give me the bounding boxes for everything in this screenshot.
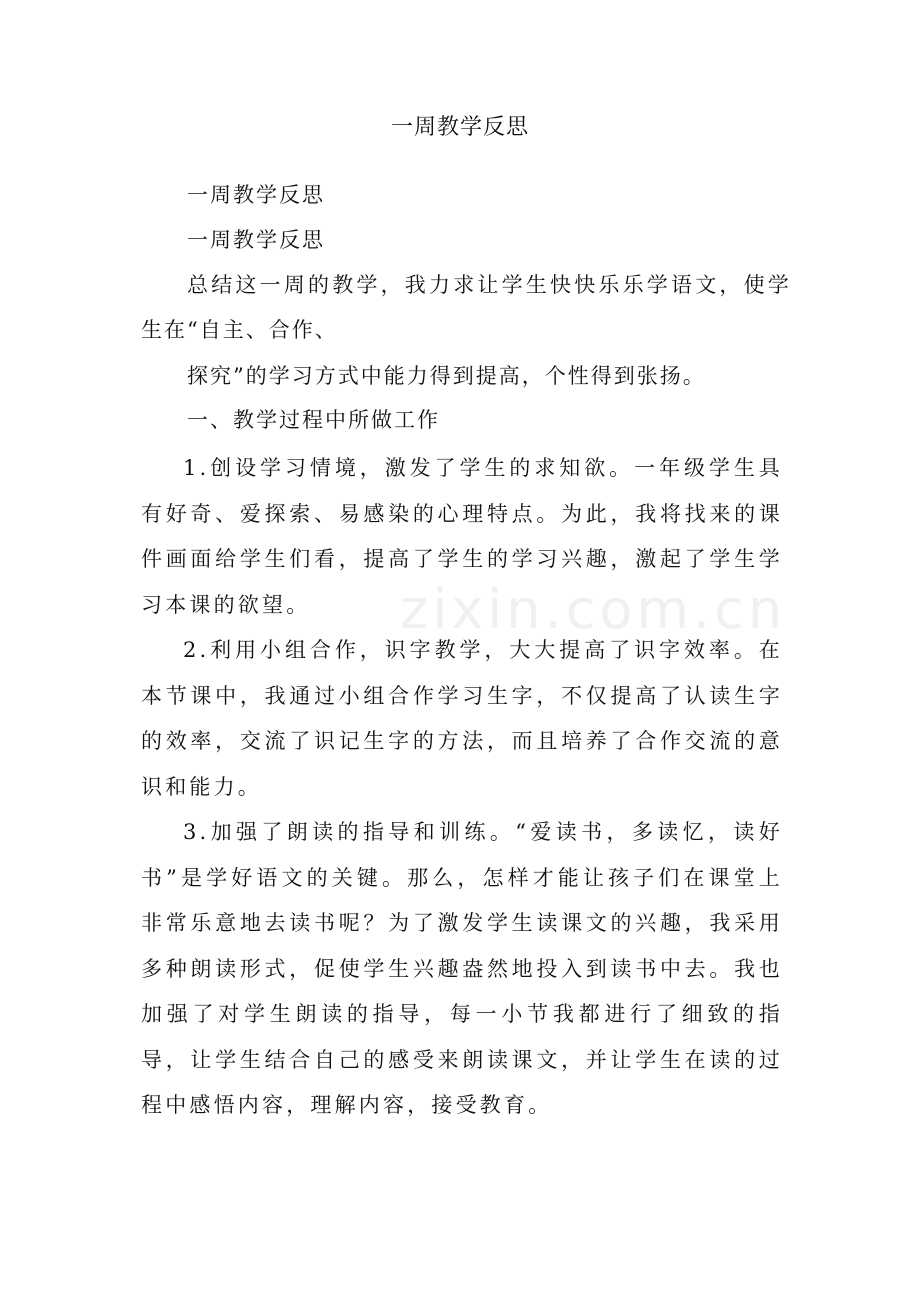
intro-line-3: 探究”的学习方式中能力得到提高，个性得到张扬。 — [187, 364, 706, 388]
paragraph-3: 3.加强了朗读的指导和训练。“爱读书，多读忆，读好书”是学好语文的关键。那么，怎样才能让孩子们在课堂上非常乐意地去读书呢？为了激发学生读课文的兴趣，我采用多种朗读形式，促使学生兴趣盎然地投入到读书中去。我也加强了对学生朗读的指导，每一小节我都进行了细致的指导，让学生结合自己的感受来朗读课文，并让学生在读的过程中感悟内容，理解内容，接受教育。 — [141, 820, 783, 1117]
document-title: 一周教学反思 — [390, 115, 529, 140]
intro-line-2: 生在“自主、合作、 — [141, 318, 338, 342]
body-text — [141, 446, 783, 1129]
section-heading: 一、教学过程中所做工作 — [187, 408, 440, 432]
watermark: zixin.com.cn — [400, 578, 787, 641]
subtitle-line-1: 一周教学反思 — [187, 183, 325, 207]
subtitle-line-2: 一周教学反思 — [187, 228, 325, 252]
paragraph-2: 2.利用小组合作，识字教学，大大提高了识字效率。在本节课中，我通过小组合作学习生字，不仅提高了认读生字的效率，交流了识记生字的方法，而且培养了合作交流的意识和能力。 — [141, 638, 783, 799]
intro-line-1: 总结这一周的教学，我力求让学生快快乐乐学语文，使学 — [187, 273, 792, 297]
paragraph-1: 1.创设学习情境，激发了学生的求知欲。一年级学生具有好奇、爱探索、易感染的心理特点。为此，我将找来的课件画面给学生们看，提高了学生的学习兴趣，激起了学生学习本课的欲望。 — [141, 456, 783, 617]
